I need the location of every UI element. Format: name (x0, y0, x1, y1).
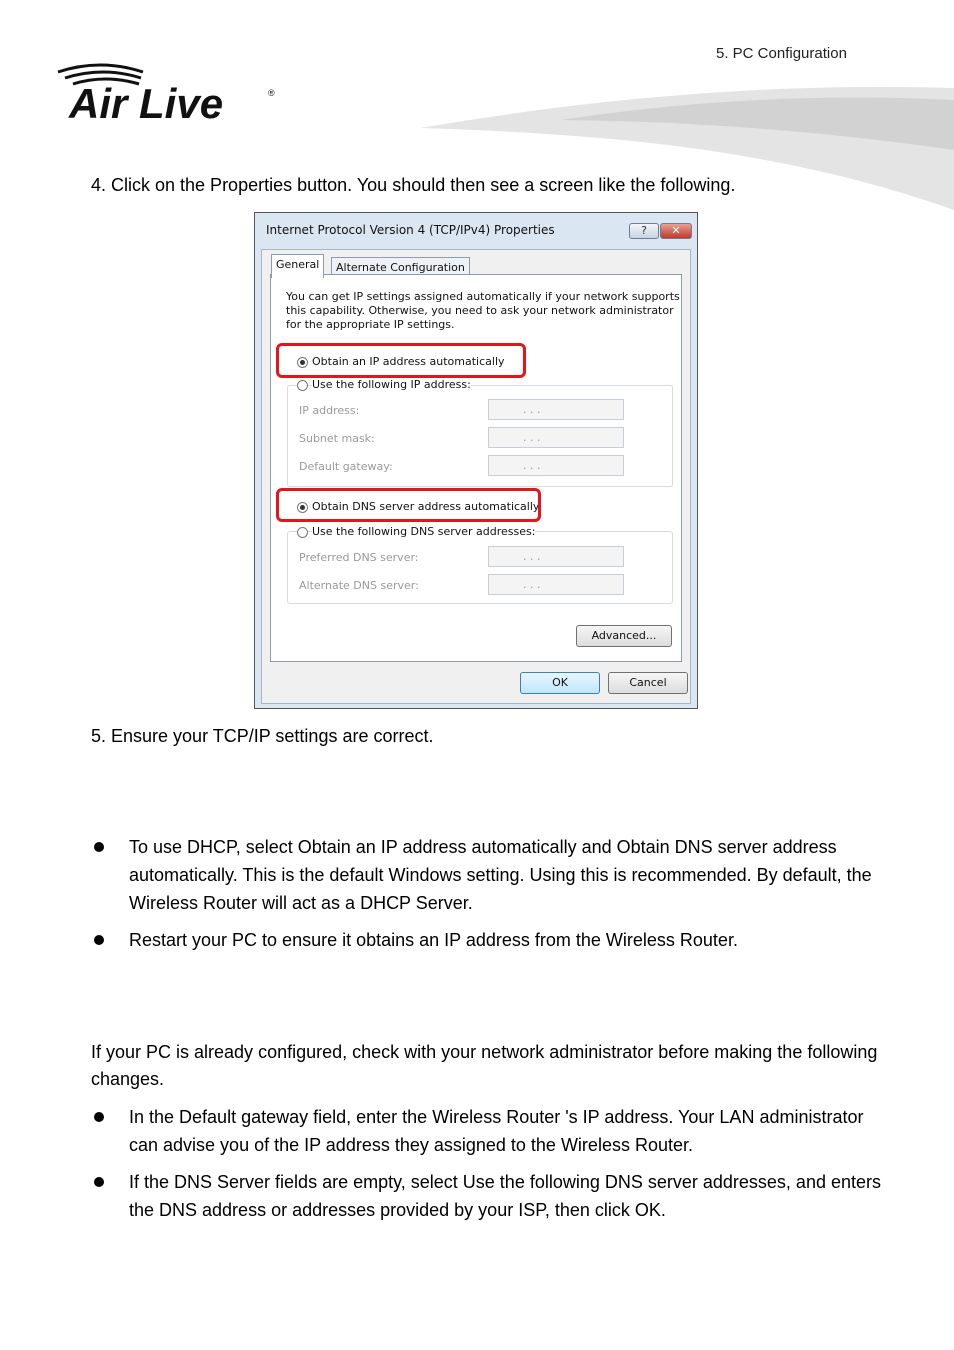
obtain-ip-label: Obtain an IP address automatically (312, 355, 505, 368)
advanced-button[interactable]: Advanced... (576, 625, 672, 647)
tcpip-properties-dialog (254, 212, 698, 709)
ok-button[interactable]: OK (520, 672, 600, 694)
general-panel (270, 274, 682, 662)
alternate-dns-field[interactable]: . . . (488, 574, 624, 595)
section-title: 5. PC Configuration (716, 45, 847, 62)
bullet-icon (94, 842, 104, 852)
subnet-mask-field[interactable]: . . . (488, 427, 624, 448)
fixed-ip-intro: If your PC is already configured, check with your network administrator before making the following changes. (91, 1042, 878, 1089)
bullet-icon (94, 1112, 104, 1122)
alternate-dns-label: Alternate DNS server: (299, 579, 419, 592)
default-gateway-label: Default gateway: (299, 460, 393, 473)
bullet-icon (94, 1177, 104, 1187)
help-button[interactable]: ? (629, 223, 659, 239)
tab-alternate-configuration[interactable]: Alternate Configuration (331, 257, 470, 278)
airlive-logo (55, 58, 285, 128)
use-dns-radio[interactable] (297, 527, 308, 538)
ip-address-field[interactable]: . . . (488, 399, 624, 420)
step-4-text: 4. Click on the Properties button. You should then see a screen like the following. (91, 175, 736, 195)
step-5-text: 5. Ensure your TCP/IP settings are correct. (91, 726, 434, 746)
cancel-button[interactable]: Cancel (608, 672, 688, 694)
preferred-dns-field[interactable]: . . . (488, 546, 624, 567)
highlight-obtain-dns (276, 488, 541, 522)
use-dns-label: Use the following DNS server addresses: (312, 525, 536, 538)
fixed-ip-bullet-list (91, 1103, 881, 1233)
preferred-dns-label: Preferred DNS server: (299, 551, 419, 564)
tab-general[interactable]: General (271, 254, 324, 278)
close-button[interactable]: ✕ (660, 223, 692, 239)
svg-text:®: ® (268, 88, 275, 98)
intro-line-1: You can get IP settings assigned automatically if your network supports (286, 290, 680, 303)
intro-line-3: for the appropriate IP settings. (286, 318, 455, 331)
ip-address-label: IP address: (299, 404, 360, 417)
bullet-icon (94, 935, 104, 945)
list-item: If the DNS Server fields are empty, select Use the following DNS server addresses, and enters the DNS address or addresses provided by your ISP, then click OK. (91, 1168, 881, 1224)
use-ip-label: Use the following IP address: (312, 378, 471, 391)
list-item: In the Default gateway field, enter the Wireless Router 's IP address. Your LAN administrator can advise you of the IP address they assigned to the Wireless Router. (91, 1103, 881, 1159)
logo-text: Air Live (69, 80, 224, 127)
default-gateway-field[interactable]: . . . (488, 455, 624, 476)
intro-line-2: this capability. Otherwise, you need to ask your network administrator (286, 304, 674, 317)
obtain-dns-label: Obtain DNS server address automatically (312, 500, 540, 513)
list-item: Restart your PC to ensure it obtains an IP address from the Wireless Router. (91, 926, 881, 954)
dialog-body (261, 249, 691, 704)
list-item: To use DHCP, select Obtain an IP address automatically and Obtain DNS server address automatically. This is the default Windows setting. Using this is recommended. By default, the Wireless Router will act as a DHCP Server. (91, 833, 881, 917)
dhcp-bullet-list (91, 833, 881, 963)
subnet-mask-label: Subnet mask: (299, 432, 375, 445)
use-ip-radio[interactable] (297, 380, 308, 391)
highlight-obtain-ip (276, 343, 526, 378)
dialog-title: Internet Protocol Version 4 (TCP/IPv4) Properties (266, 223, 555, 237)
